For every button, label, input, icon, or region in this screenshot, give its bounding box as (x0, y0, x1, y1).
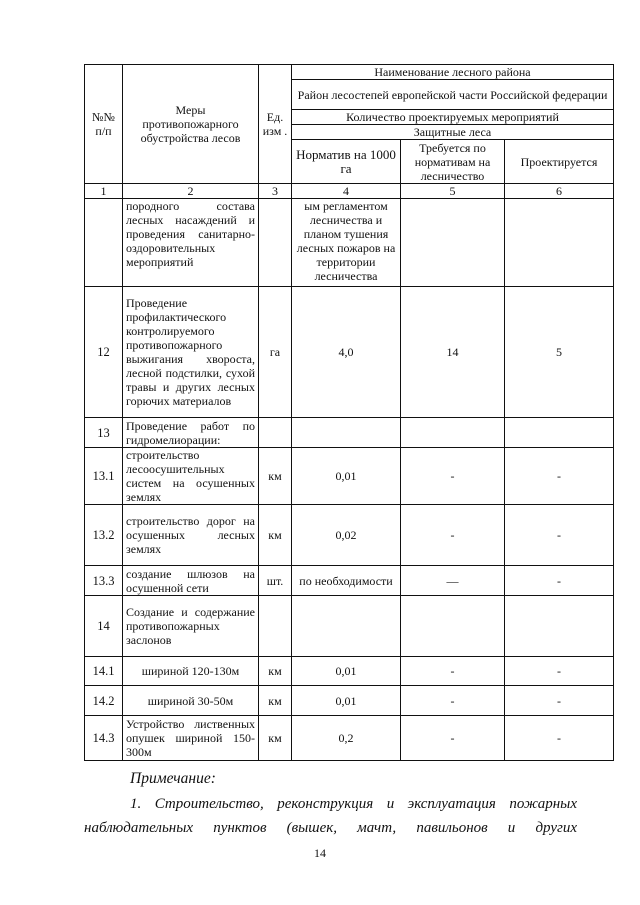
row-unit: км (259, 448, 292, 505)
header-region: Район лесостепей европейской части Российской федерации (292, 80, 614, 110)
row-description: Создание и содержание противопожарных заслонов (123, 596, 259, 657)
row-norm: 0,01 (292, 657, 401, 686)
note-text-line: 1. Строительство, реконструкция и эксплуатация пожарных (130, 796, 577, 812)
row-required (401, 199, 505, 287)
col-number: 6 (505, 184, 614, 199)
row-required: - (401, 686, 505, 716)
row-norm: 0,01 (292, 686, 401, 716)
row-number: 14.1 (85, 657, 123, 686)
row-number: 13.2 (85, 505, 123, 566)
row-norm: ым регламентом лесничества и планом тушения лесных пожаров на территории лесничества (292, 199, 401, 287)
row-number (85, 199, 123, 287)
column-numbers-row (85, 184, 614, 199)
col-number: 4 (292, 184, 401, 199)
row-required: - (401, 505, 505, 566)
row-required (401, 418, 505, 448)
note-text-line: наблюдательных пунктов (вышек, мачт, павильонов и других (84, 820, 577, 836)
table-row (85, 716, 614, 761)
row-designed: 5 (505, 287, 614, 418)
row-norm: 0,02 (292, 505, 401, 566)
table-row (85, 287, 614, 418)
header-quantity: Количество проектируемых мероприятий (292, 110, 614, 125)
row-designed: - (505, 505, 614, 566)
row-unit: км (259, 505, 292, 566)
row-number: 12 (85, 287, 123, 418)
row-required: 14 (401, 287, 505, 418)
table-row (85, 448, 614, 505)
row-designed (505, 596, 614, 657)
row-description: породного состава лесных насаждений и проведения санитарно-оздоровительных мероприятий (123, 199, 259, 287)
row-required: — (401, 566, 505, 596)
row-number: 14 (85, 596, 123, 657)
row-norm: 0,01 (292, 448, 401, 505)
row-unit: км (259, 657, 292, 686)
row-required: - (401, 448, 505, 505)
row-description: шириной 30-50м (123, 686, 259, 716)
row-designed: - (505, 448, 614, 505)
row-description: строительство дорог на осушенных лесных землях (123, 505, 259, 566)
header-designed: Проектируется (505, 140, 614, 184)
row-designed (505, 199, 614, 287)
header-unit: Ед. изм . (259, 65, 292, 184)
row-description: Проведение профилактического контролируемого противопожарного выжигания хвороста, лесной подстилки, сухой травы и других лесных горючих материалов (123, 287, 259, 418)
fire-measures-table (84, 64, 614, 761)
col-number: 2 (123, 184, 259, 199)
col-number: 1 (85, 184, 123, 199)
row-number: 13.1 (85, 448, 123, 505)
row-norm (292, 596, 401, 657)
header-forest: Защитные леса (292, 125, 614, 140)
row-description: Проведение работ по гидромелиорации: (123, 418, 259, 448)
row-unit: га (259, 287, 292, 418)
table-row (85, 686, 614, 716)
row-description: создание шлюзов на осушенной сети (123, 566, 259, 596)
row-required: - (401, 716, 505, 761)
row-required (401, 596, 505, 657)
row-norm: 0,2 (292, 716, 401, 761)
col-number: 3 (259, 184, 292, 199)
row-unit (259, 596, 292, 657)
row-description: строительство лесоосушительных систем на осушенных землях (123, 448, 259, 505)
row-designed: - (505, 686, 614, 716)
row-unit (259, 418, 292, 448)
table-row (85, 566, 614, 596)
table-row (85, 418, 614, 448)
row-designed: - (505, 566, 614, 596)
header-norm: Норматив на 1000 га (292, 140, 401, 184)
row-description: Устройство лиственных опушек шириной 150-300м (123, 716, 259, 761)
row-norm: 4,0 (292, 287, 401, 418)
row-designed: - (505, 657, 614, 686)
row-number: 14.2 (85, 686, 123, 716)
row-designed (505, 418, 614, 448)
header-num: №№ п/п (85, 65, 123, 184)
row-designed: - (505, 716, 614, 761)
row-number: 13.3 (85, 566, 123, 596)
row-number: 14.3 (85, 716, 123, 761)
row-unit (259, 199, 292, 287)
row-unit: км (259, 686, 292, 716)
table-row (85, 505, 614, 566)
header-region-name: Наименование лесного района (292, 65, 614, 80)
table-row (85, 657, 614, 686)
row-unit: км (259, 716, 292, 761)
row-number: 13 (85, 418, 123, 448)
col-number: 5 (401, 184, 505, 199)
row-norm: по необходимости (292, 566, 401, 596)
header-required: Требуется по нормативам на лесничество (401, 140, 505, 184)
row-unit: шт. (259, 566, 292, 596)
table-row (85, 199, 614, 287)
page-number: 14 (314, 846, 326, 860)
row-required: - (401, 657, 505, 686)
note-title: Примечание: (130, 770, 216, 787)
row-description: шириной 120-130м (123, 657, 259, 686)
table-row (85, 596, 614, 657)
header-measures: Меры противопожарного обустройства лесов (123, 65, 259, 184)
row-norm (292, 418, 401, 448)
